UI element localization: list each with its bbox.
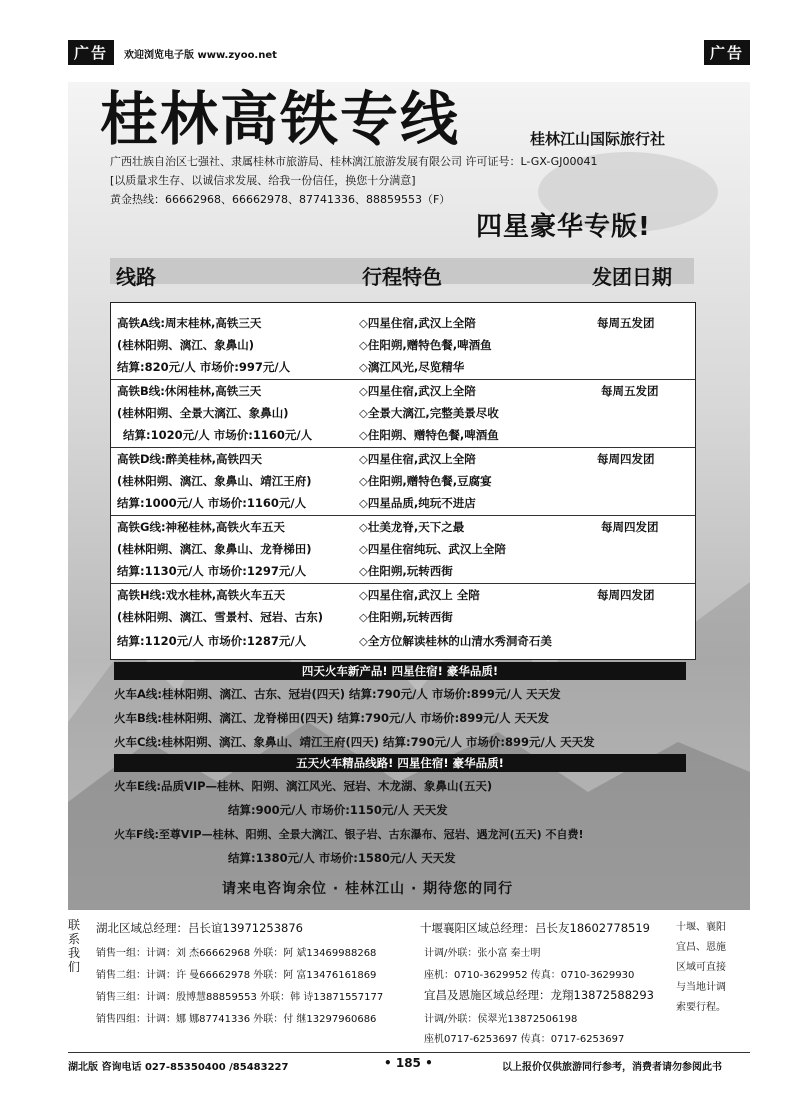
shiyan-staff: 计调/外联：张小富 秦士明 [424, 948, 541, 959]
divider [111, 379, 695, 380]
route-a-feature-2: ◇住阳朔,赠特色餐,啤酒鱼 [359, 338, 492, 352]
route-g-date: 每周四发团 [601, 520, 659, 534]
route-h-feature-2: ◇住阳朔,玩转西街 [359, 610, 453, 624]
route-b-feature-1: ◇四星住宿,武汉上全陪 [359, 384, 476, 398]
five-day-banner: 五天火车精品线路! 四星住宿! 豪华品质! [114, 754, 686, 772]
side-note-line: 索要行程。 [676, 1002, 726, 1013]
side-note-line: 十堰、襄阳 [676, 922, 726, 933]
route-d-feature-2: ◇住阳朔,赠特色餐,豆腐宴 [359, 474, 492, 488]
agency-name: 桂林江山国际旅行社 [530, 130, 666, 148]
train-a-line: 火车A线:桂林阳朔、漓江、古东、冠岩(四天) 结算:790元/人 市场价:899元/人 天天发 [114, 687, 561, 701]
train-e-line: 火车E线:品质VIP—桂林、阳朔、漓江风光、冠岩、木龙湖、象鼻山(五天) [114, 779, 493, 793]
route-h-feature-3: ◇全方位解读桂林的山清水秀洞奇石美 [359, 634, 552, 648]
sales-group-4: 销售四组：计调：娜 娜87741336 外联：付 继13297960686 [96, 1014, 377, 1025]
page-number: • 185 • [384, 1056, 433, 1070]
route-a-title: 高铁A线:周末桂林,高铁三天 [117, 316, 262, 330]
sales-group-2: 销售二组：计调：许 曼66662978 外联：阿 富13476161869 [96, 970, 377, 981]
train-f-price: 结算:1380元/人 市场价:1580元/人 天天发 [228, 851, 456, 865]
shiyan-phone: 座机：0710-3629952 传真：0710-3629930 [424, 970, 635, 981]
footer-left: 湖北版 咨询电话 027-85350400 /85483227 [68, 1062, 289, 1073]
side-note [676, 918, 726, 1018]
column-feature: 行程特色 [362, 265, 442, 289]
sales-group-1: 销售一组：计调：刘 杰66662968 外联：阿 斌13469988268 [96, 948, 377, 959]
route-d-feature-3: ◇四星品质,纯玩不进店 [359, 496, 476, 510]
train-f-line: 火车F线:至尊VIP—桂林、阳朔、全景大漓江、银子岩、古东瀑布、冠岩、遇龙河(五天) 不自费! [114, 828, 584, 841]
side-note-line: 宜昌、恩施 [676, 942, 726, 953]
column-date: 发团日期 [592, 265, 672, 289]
train-b-line: 火车B线:桂林阳朔、漓江、龙脊梯田(四天) 结算:790元/人 市场价:899元/人 天天发 [114, 711, 549, 725]
welcome-text: 欢迎浏览电子版 www.zyoo.net [124, 50, 277, 61]
train-c-line: 火车C线:桂林阳朔、漓江、象鼻山、靖江王府(四天) 结算:790元/人 市场价:899元/人 天天发 [114, 735, 595, 749]
route-g-feature-3: ◇住阳朔,玩转西街 [359, 564, 453, 578]
route-b-date: 每周五发团 [601, 384, 659, 398]
train-e-price: 结算:900元/人 市场价:1150元/人 天天发 [228, 803, 448, 817]
route-g-title: 高铁G线:神秘桂林,高铁火车五天 [117, 520, 285, 534]
shiyan-manager: 十堰襄阳区域总经理：吕长友18602778519 [420, 921, 650, 935]
route-b-price: 结算:1020元/人 市场价:1160元/人 [123, 428, 313, 442]
divider [111, 515, 695, 516]
contact-label-char: 们 [68, 960, 81, 974]
yichang-phone: 座机0717-6253697 传真：0717-6253697 [424, 1034, 625, 1045]
route-g-feature-2: ◇四星住宿纯玩、武汉上全陪 [359, 542, 506, 556]
route-d-feature-1: ◇四星住宿,武汉上全陪 [359, 452, 476, 466]
contact-label-char: 联 [68, 918, 81, 932]
column-route: 线路 [116, 265, 156, 289]
yichang-manager: 宜昌及恩施区域总经理：龙翔13872588293 [424, 988, 654, 1002]
route-d-places: (桂林阳朔、漓江、象鼻山、靖江王府) [117, 474, 312, 488]
contact-label-char: 系 [68, 932, 81, 946]
route-a-feature-3: ◇漓江风光,尽览精华 [359, 360, 465, 374]
route-g-places: (桂林阳朔、漓江、象鼻山、龙脊梯田) [117, 542, 312, 556]
route-h-date: 每周四发团 [597, 588, 655, 602]
contact-label [68, 918, 82, 974]
route-b-places: (桂林阳朔、全景大漓江、象鼻山) [117, 406, 289, 420]
route-d-date: 每周四发团 [597, 452, 655, 466]
ad-label-left: 广告 [68, 40, 114, 65]
hubei-manager: 湖北区域总经理：吕长谊13971253876 [96, 921, 303, 935]
route-b-title: 高铁B线:休闲桂林,高铁三天 [117, 384, 262, 398]
motto: [以质量求生存、以诚信求发展、给我一份信任，换您十分满意] [110, 174, 416, 187]
hotline: 黄金热线：66662968、66662978、87741336、88859553（F） [110, 193, 451, 206]
four-day-banner: 四天火车新产品! 四星住宿! 豪华品质! [114, 662, 686, 680]
edition-title: 四星豪华专版! [476, 212, 651, 242]
contact-label-char: 我 [68, 946, 81, 960]
divider [111, 583, 695, 584]
route-b-feature-2: ◇全景大漓江,完整美景尽收 [359, 406, 499, 420]
route-a-feature-1: ◇四星住宿,武汉上全陪 [359, 316, 476, 330]
route-h-feature-1: ◇四星住宿,武汉上 全陪 [359, 588, 480, 602]
footer-rule [68, 1052, 750, 1053]
route-h-places: (桂林阳朔、漓江、雪景村、冠岩、古东) [117, 610, 324, 624]
ad-label-right: 广告 [704, 40, 750, 65]
route-b-feature-3: ◇住阳朔、赠特色餐,啤酒鱼 [359, 428, 499, 442]
route-a-date: 每周五发团 [597, 316, 655, 330]
route-h-title: 高铁H线:戏水桂林,高铁火车五天 [117, 588, 286, 602]
closing-line: 请来电咨询余位 · 桂林江山 · 期待您的同行 [222, 881, 514, 897]
main-title: 桂林高铁专线 [100, 85, 461, 153]
route-a-price: 结算:820元/人 市场价:997元/人 [117, 360, 291, 374]
route-g-feature-1: ◇壮美龙脊,天下之最 [359, 520, 465, 534]
yichang-staff: 计调/外联：侯翠光13872506198 [424, 1014, 578, 1025]
route-a-places: (桂林阳朔、漓江、象鼻山) [117, 338, 255, 352]
route-d-title: 高铁D线:醉美桂林,高铁四天 [117, 452, 263, 466]
route-d-price: 结算:1000元/人 市场价:1160元/人 [117, 496, 307, 510]
routes-table [110, 302, 696, 660]
route-h-price: 结算:1120元/人 市场价:1287元/人 [117, 634, 307, 648]
side-note-line: 与当地计调 [676, 982, 726, 993]
side-note-line: 区域可直接 [676, 962, 726, 973]
footer-disclaimer: 以上报价仅供旅游同行参考，消费者请勿参阅此书 [502, 1062, 722, 1073]
divider [111, 447, 695, 448]
sales-group-3: 销售三组：计调：殷博慧88859553 外联：韩 诗13871557177 [96, 992, 384, 1003]
company-line: 广西壮族自治区七强社、隶属桂林市旅游局、桂林漓江旅游发展有限公司 许可证号：L-GX-GJ00041 [110, 155, 598, 168]
route-g-price: 结算:1130元/人 市场价:1297元/人 [117, 564, 307, 578]
